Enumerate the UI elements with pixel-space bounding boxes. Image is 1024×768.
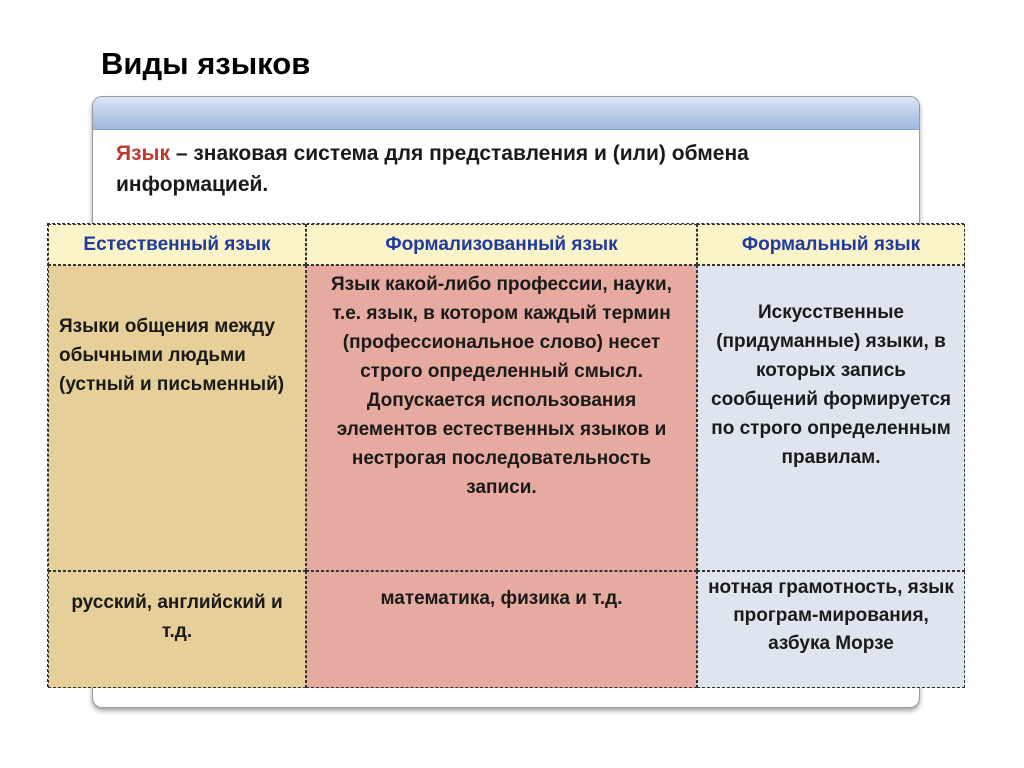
header-formalized-language: Формализованный язык (306, 224, 697, 265)
slide-title: Виды языков (101, 46, 311, 81)
formalized-language-description: Язык какой-либо профессии, науки, т.е. язык, в котором каждый термин (профессиональное слово) несет строго определенный смысл. Допускается использования элементов естественных языков и нестрогая последовательность записи. (306, 265, 697, 571)
natural-language-examples: русский, английский и т.д. (48, 571, 306, 688)
header-formal-language: Формальный язык (697, 224, 965, 265)
natural-language-description: Языки общения между обычными людьми (устный и письменный) (48, 265, 306, 571)
header-natural-language: Естественный язык (48, 224, 306, 265)
definition-text (116, 138, 876, 200)
definition-body: – знаковая система для представления и (или) обмена информацией. (116, 142, 749, 196)
definition-term: Язык (116, 142, 170, 165)
panel-header-bar (93, 97, 919, 130)
formal-language-description: Искусственные (придуманные) языки, в которых запись сообщений формируется по строго определенным правилам. (697, 265, 965, 571)
formalized-language-examples: математика, физика и т.д. (306, 571, 697, 688)
language-types-table (47, 223, 964, 687)
formal-language-examples: нотная грамотность, язык програм-мирования, азбука Морзе (697, 571, 965, 688)
